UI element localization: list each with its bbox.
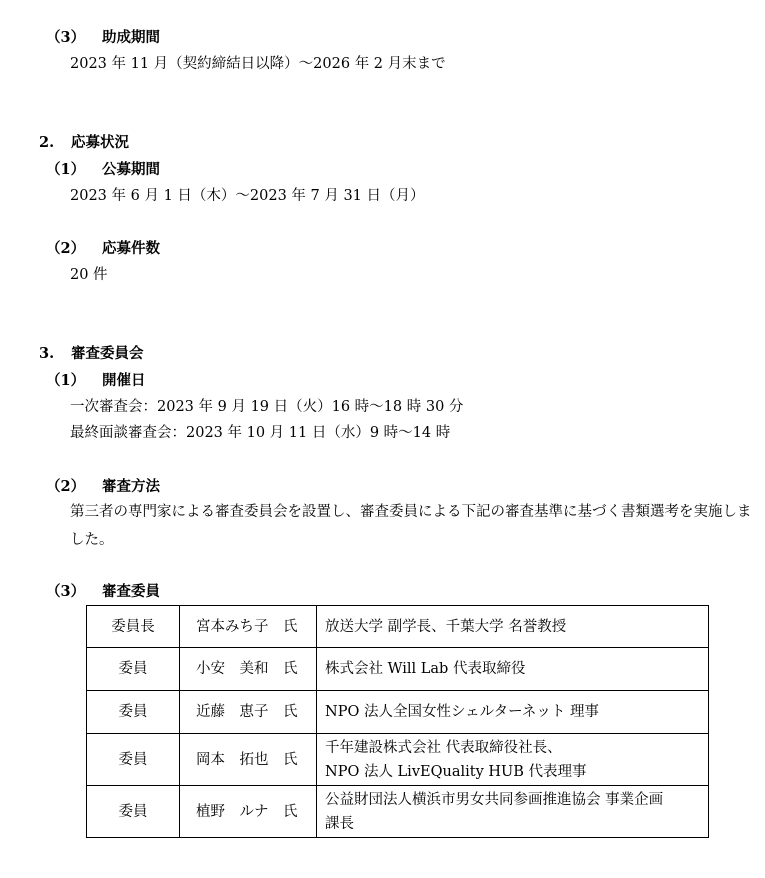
member-name: 近藤 恵子 氏 bbox=[180, 691, 317, 734]
member-role: 委員 bbox=[87, 786, 180, 838]
member-role: 委員長 bbox=[87, 606, 180, 648]
member-affiliation-line: 公益財団法人横浜市男女共同参画推進協会 事業企画 bbox=[325, 791, 664, 808]
member-name: 宮本みち子 氏 bbox=[180, 606, 317, 648]
grant-period-text: 2023 年 11 月（契約締結日以降）～2026 年 2 月末まで bbox=[70, 56, 446, 72]
review-members-number: （3） bbox=[46, 583, 86, 600]
member-name: 植野 ルナ 氏 bbox=[180, 786, 317, 838]
section-3-heading bbox=[39, 344, 144, 364]
review-method-title: 審査方法 bbox=[102, 478, 160, 495]
review-method-number: （2） bbox=[46, 478, 86, 495]
member-row bbox=[87, 606, 709, 648]
meeting-dates-number: （1） bbox=[46, 372, 86, 389]
meeting-dates-title: 開催日 bbox=[102, 372, 146, 389]
member-row bbox=[87, 734, 709, 786]
grant-period-heading bbox=[46, 28, 160, 48]
review-members-table bbox=[86, 605, 709, 838]
member-name: 小安 美和 氏 bbox=[180, 648, 317, 691]
section-3-title: 審査委員会 bbox=[71, 345, 144, 362]
grant-period-title: 助成期間 bbox=[102, 29, 160, 46]
member-row bbox=[87, 648, 709, 691]
member-name: 岡本 拓也 氏 bbox=[180, 734, 317, 786]
recruitment-period-number: （1） bbox=[46, 161, 86, 178]
member-affiliation bbox=[317, 648, 709, 691]
recruitment-period-title: 公募期間 bbox=[102, 161, 160, 178]
application-count-title: 応募件数 bbox=[102, 240, 160, 257]
application-count-text: 20 件 bbox=[70, 267, 108, 283]
section-2-number: 2. bbox=[39, 134, 55, 151]
member-affiliation-line: 課長 bbox=[325, 815, 354, 832]
grant-period-number: （3） bbox=[46, 29, 86, 46]
member-role: 委員 bbox=[87, 648, 180, 691]
application-count-number: （2） bbox=[46, 240, 86, 257]
member-affiliation bbox=[317, 606, 709, 648]
final-review-date: 最終面談審査会：2023 年 10 月 11 日（水）9 時～14 時 bbox=[70, 425, 451, 441]
review-method-heading bbox=[46, 477, 160, 497]
member-row bbox=[87, 786, 709, 838]
member-role: 委員 bbox=[87, 734, 180, 786]
member-affiliation-line: 放送大学 副学長、千葉大学 名誉教授 bbox=[325, 618, 567, 635]
application-count-heading bbox=[46, 239, 160, 259]
member-row bbox=[87, 691, 709, 734]
review-method-text: 第三者の専門家による審査委員会を設置し、審査委員による下記の審査基準に基づく書類選考を実施しました。 bbox=[70, 504, 752, 548]
member-affiliation-line: 株式会社 Will Lab 代表取締役 bbox=[325, 661, 526, 677]
meeting-dates-heading bbox=[46, 371, 146, 391]
review-members-title: 審査委員 bbox=[102, 583, 160, 600]
member-affiliation-line: NPO 法人全国女性シェルターネット 理事 bbox=[325, 704, 599, 720]
first-review-date: 一次審査会：2023 年 9 月 19 日（火）16 時～18 時 30 分 bbox=[70, 399, 464, 415]
review-members-heading bbox=[46, 582, 160, 602]
recruitment-period-heading bbox=[46, 160, 160, 180]
section-3-number: 3. bbox=[39, 345, 55, 362]
member-affiliation-line: NPO 法人 LivEQuality HUB 代表理事 bbox=[325, 763, 587, 780]
member-affiliation bbox=[317, 786, 709, 838]
section-2-heading bbox=[39, 133, 129, 153]
member-affiliation-line: 千年建設株式会社 代表取締役社長、 bbox=[325, 739, 562, 756]
member-role: 委員 bbox=[87, 691, 180, 734]
member-affiliation bbox=[317, 734, 709, 786]
review-members-table-body bbox=[87, 606, 709, 838]
section-2-title: 応募状況 bbox=[71, 134, 129, 151]
member-affiliation bbox=[317, 691, 709, 734]
recruitment-period-text: 2023 年 6 月 1 日（木）～2023 年 7 月 31 日（月） bbox=[70, 188, 425, 204]
